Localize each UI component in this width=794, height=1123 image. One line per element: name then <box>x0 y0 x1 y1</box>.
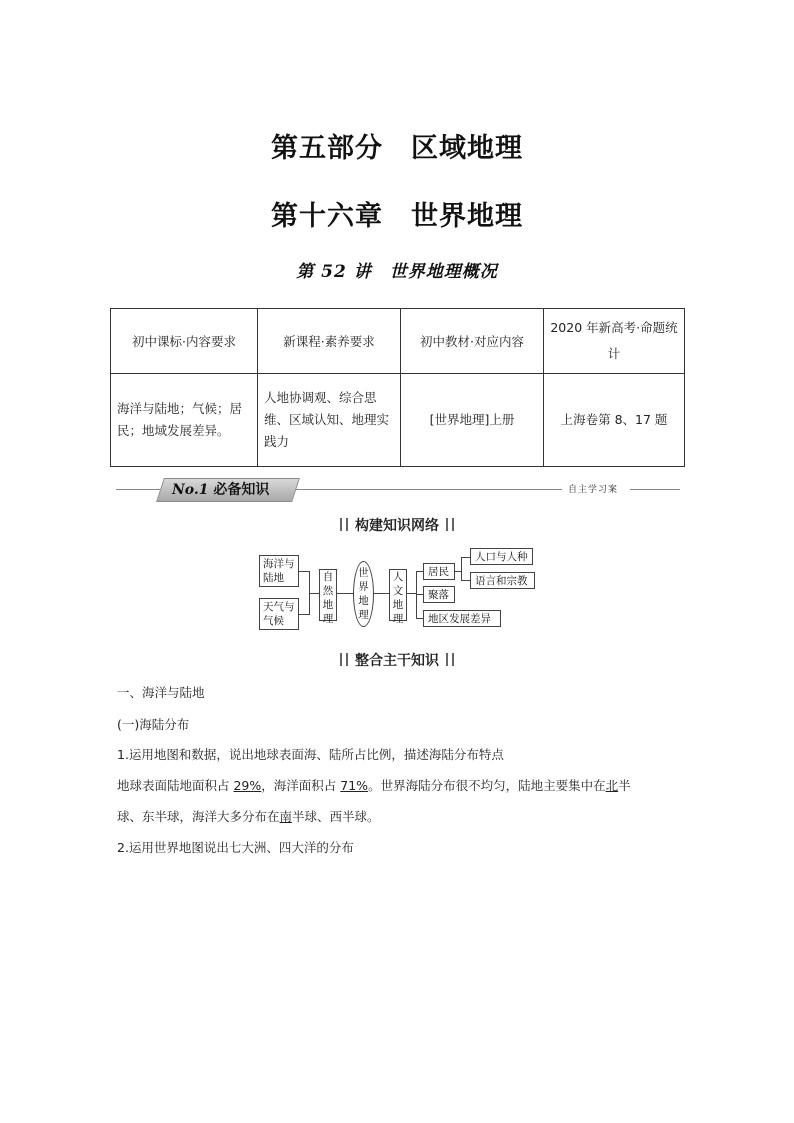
node-world-geography: 世界地理 <box>353 561 374 627</box>
node-population-race: 人口与人种 <box>470 548 533 565</box>
item-1: 1.运用地图和数据，说出地球表面海、陆所占比例，描述海陆分布特点 <box>117 747 504 762</box>
subheading-distribution: (一)海陆分布 <box>117 717 190 732</box>
banner-rule-left <box>116 489 160 490</box>
banner-rule-right <box>630 489 680 490</box>
node-natural-geography: 自然地理 <box>319 569 337 621</box>
curriculum-table <box>110 308 685 467</box>
banner-title <box>172 479 269 499</box>
section-network <box>0 515 794 535</box>
lecture-title: 第 52 讲 世界地理概况 <box>296 262 498 282</box>
node-language-religion: 语言和宗教 <box>470 572 535 589</box>
table-header-row <box>111 309 685 374</box>
heading-ocean-land: 一、海洋与陆地 <box>117 685 205 700</box>
land-percentage: 29% <box>233 778 262 793</box>
table-cell: 人地协调观、综合思维、区域认知、地理实践力 <box>258 374 401 467</box>
paragraph-line-1: 地球表面陆地面积占 29%，海洋面积占 71%。世界海陆分布很不均匀，陆地主要集中在北半 <box>117 778 631 793</box>
node-residents: 居民 <box>423 563 455 580</box>
node-human-geography: 人文地理 <box>389 569 407 621</box>
node-ocean-land: 海洋与陆地 <box>259 555 299 587</box>
item-2: 2.运用世界地图说出七大洲、四大洋的分布 <box>117 840 354 855</box>
table-header-cell: 初中课标·内容要求 <box>111 309 258 374</box>
section-network-label: 构建知识网络 <box>355 518 439 534</box>
table-cell: [世界地理]上册 <box>401 374 544 467</box>
paragraph-line-2: 球、东半球，海洋大多分布在南半球、西半球。 <box>117 809 380 824</box>
table-cell: 上海卷第 8、17 题 <box>544 374 685 467</box>
table-header-cell: 新课程·素养要求 <box>258 309 401 374</box>
banner-label: 必备知识 <box>213 482 270 498</box>
banner-rule-middle <box>296 489 562 490</box>
part-title: 第五部分 区域地理 <box>271 133 523 164</box>
banner-number: No.1 <box>172 482 209 498</box>
table-cell: 海洋与陆地；气候；居民；地域发展差异。 <box>111 374 258 467</box>
table-row <box>111 374 685 467</box>
banner-right-label: 自主学习案 <box>568 485 619 495</box>
chapter-title: 第十六章 世界地理 <box>271 201 523 232</box>
node-regional-development: 地区发展差异 <box>423 610 501 627</box>
section-core-label: 整合主干知识 <box>355 653 439 669</box>
south-answer: 南 <box>279 809 293 824</box>
node-settlement: 聚落 <box>423 586 455 603</box>
table-header-cell: 初中教材·对应内容 <box>401 309 544 374</box>
node-weather-climate: 天气与气候 <box>259 598 299 630</box>
ocean-percentage: 71% <box>340 778 369 793</box>
section-core <box>0 650 794 670</box>
north-answer: 北 <box>605 778 619 793</box>
table-header-cell: 2020 年新高考·命题统计 <box>544 309 685 374</box>
